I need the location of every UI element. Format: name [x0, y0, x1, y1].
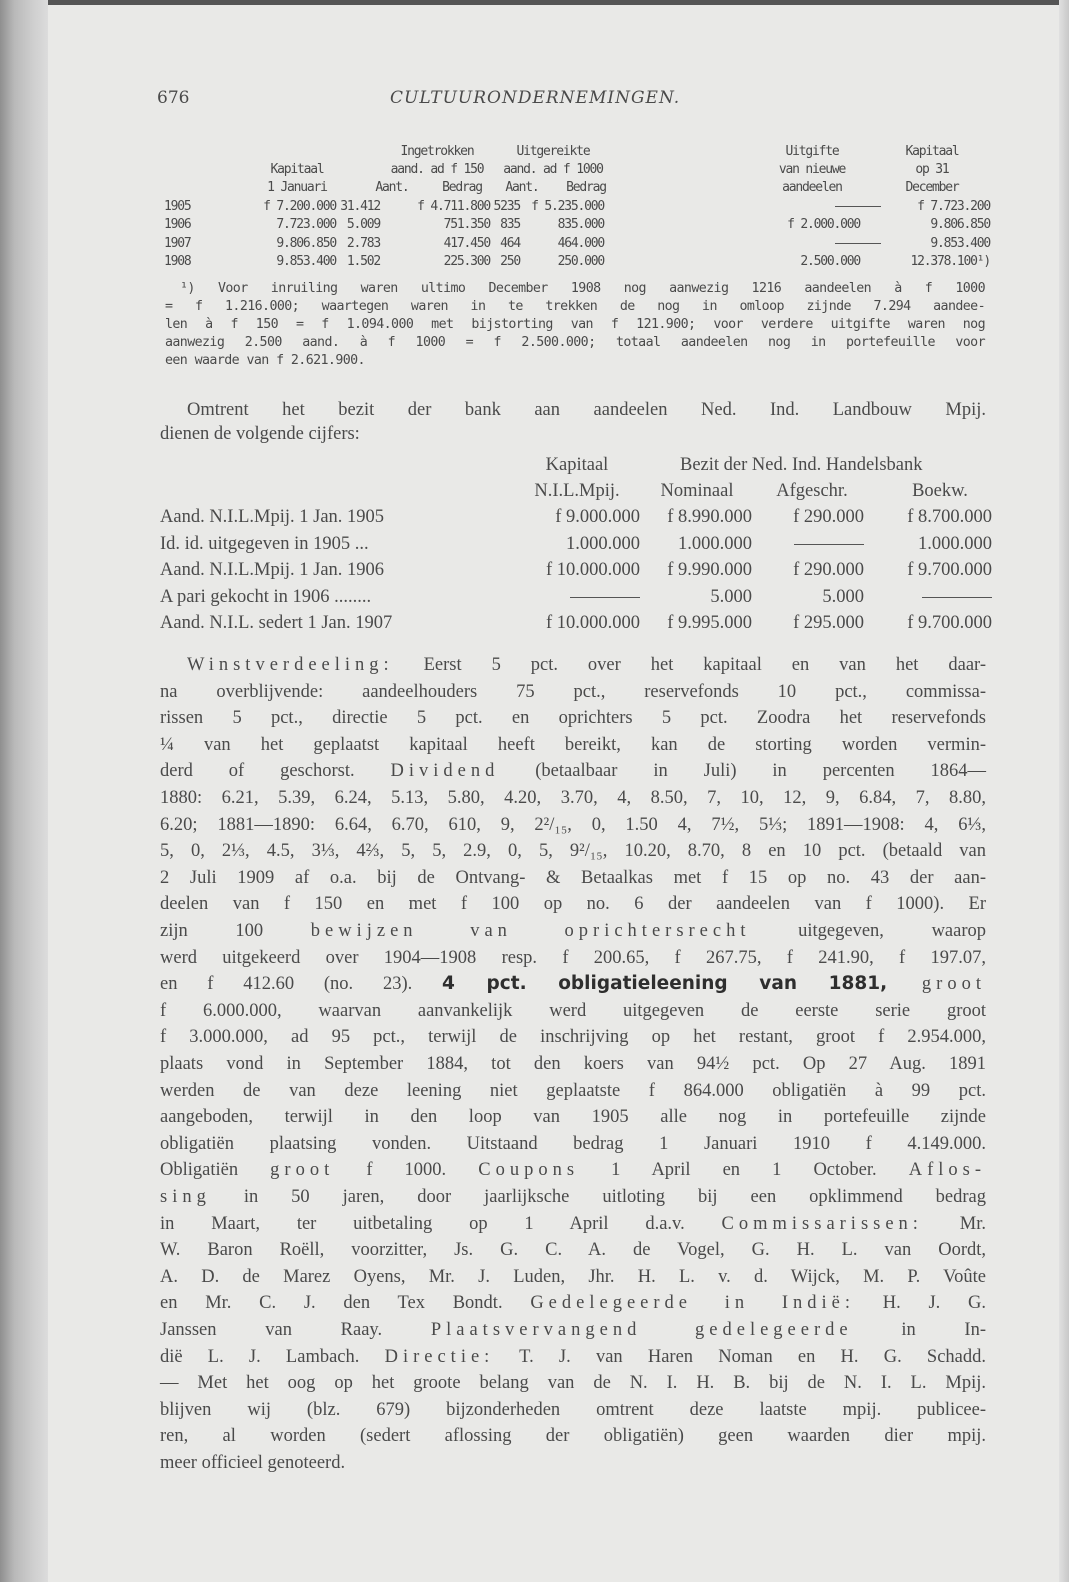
text-run: 2 Juli 1909 af o.a. bij de Ontvang- & Betaalkas met f 15 op no. 43 der aan-: [160, 867, 986, 888]
cell-kapitaal: 9.853.400: [276, 253, 336, 269]
dash-rule: [570, 597, 640, 598]
header-ingetrokken: aand. ad f 150: [390, 162, 484, 177]
spaced-term: Plaatsvervangend gedelegeerde: [430, 1320, 853, 1340]
paragraph-line: [160, 1319, 986, 1341]
footnote-line: ¹) Voor inruiling waren ultimo December 1908 nog aanwezig 1216 aandeelen à f 1000: [180, 281, 985, 296]
text-run: deelen van f 150 en met f 100 op no. 6 der aandeelen van f 1000). Er: [160, 894, 986, 915]
row-year: 1907: [164, 235, 191, 251]
text-run: na overblijvende: aandeelhouders 75 pct., reservefonds 10 pct., commissa-: [160, 681, 986, 702]
cell-ingetrokken-bedrag: 751.350: [443, 217, 490, 233]
text-run: 1880: 6.21, 5.39, 6.24, 5.13, 5.80, 4.20, 3.70, 4, 8.50, 7, 10, 12, 9, 6.84, 7, 8.80,: [160, 788, 986, 808]
cell-uitgereikte-bedrag: 250.000: [557, 253, 604, 269]
cell-ingetrokken-bedrag: f 4.711.800: [417, 199, 490, 214]
header-bezit: Bezit der Ned. Ind. Handelsbank: [680, 455, 923, 475]
cell-nominaal: 1.000.000: [678, 533, 752, 554]
text-run: rissen 5 pct., directie 5 pct. en oprichters 5 pct. Zoodra het reservefonds: [160, 708, 986, 729]
header-ingetrokken: Ingetrokken: [400, 144, 474, 159]
spaced-term: groot: [270, 1160, 335, 1181]
cell-uitgereikte-bedrag: 835.000: [557, 217, 604, 233]
footnote-line: = f 1.216.000; waartegen waren in te trekken de nog in omloop zijnde 7.294 aandee-: [165, 299, 985, 314]
text-run: — Met het oog op het groote belang van de N. I. H. B. bij de N. I. L. Mpij.: [160, 1373, 986, 1394]
header-uitgereikte: Uitgereikte: [516, 144, 590, 159]
dash-rule: [835, 243, 881, 244]
paragraph-line: [160, 1026, 986, 1048]
spaced-term: Winstverdeeling:: [187, 655, 394, 675]
paragraph-line: [160, 707, 986, 729]
spaced-term: bewijzen van oprichtersrecht: [310, 921, 751, 941]
cell-nominaal: f 9.995.000: [667, 613, 752, 633]
text-run: en f 412.60 (no. 23).: [160, 974, 443, 995]
row-year: 1908: [164, 253, 191, 269]
row-label: Aand. N.I.L.Mpij. 1 Jan. 1905: [160, 507, 385, 527]
bold-heading: 4 pct. obligatieleening van 1881,: [442, 973, 888, 995]
header-bedrag: Bedrag: [442, 180, 482, 195]
text-run: W. Baron Roëll, voorzitter, Js. G. C. A. de Vogel, G. H. L. van Oordt,: [160, 1240, 986, 1261]
paragraph-line: [187, 654, 986, 676]
footnote-line: len à f 150 = f 1.094.000 met bijstorting van f 121.900; voor verdere uitgifte waren nog: [165, 317, 985, 332]
cell-uitgifte: [835, 199, 881, 214]
text-run: T. J. van Haren Noman en H. G. Schadd.: [494, 1346, 986, 1367]
cell-boekw: [922, 587, 992, 608]
paragraph-line: [160, 1053, 986, 1075]
header-uitgifte: van nieuwe: [778, 162, 846, 177]
paragraph-line: [160, 1425, 986, 1447]
text-run: Eerst 5 pct. over het kapitaal en van het daar-: [393, 655, 986, 675]
intro-line: Omtrent het bezit der bank aan aandeelen Ned. Ind. Landbouw Mpij.: [187, 400, 986, 420]
cell-nominaal: 5.000: [710, 586, 752, 607]
cell-afgeschr: f 290.000: [793, 560, 864, 580]
cell-ingetrokken-bedrag: 417.450: [443, 235, 490, 251]
scan-top-edge: [0, 0, 1069, 5]
row-year: 1905: [164, 199, 191, 214]
text-run: aangeboden, terwijl in den loop van 1905 alle nog in portefeuille zijnde: [160, 1107, 986, 1128]
cell-ingetrokken-aant: 5.009: [346, 217, 380, 233]
text-run: derd of geschorst.: [160, 761, 391, 782]
paragraph-line: [160, 1106, 986, 1128]
text-run: in Maart, ter uitbetaling op 1 April d.a.v.: [160, 1213, 722, 1234]
paragraph-line: [160, 947, 986, 969]
text-run: 6.20; 1881—1890: 6.64, 6.70, 610, 9, 2²/₁₅, 0, 1.50 4, 7½, 5⅓; 1891—1908: 4, 6⅓,: [160, 814, 986, 835]
paragraph-line: [160, 1159, 986, 1181]
paragraph-line: [160, 893, 986, 915]
text-run: in In-: [852, 1320, 987, 1340]
page-right-edge: [1059, 0, 1069, 1582]
cell-kapitaal: [570, 587, 640, 608]
paragraph-line: [160, 840, 986, 862]
text-run: Mr.: [922, 1213, 986, 1234]
spaced-term: sing: [160, 1187, 211, 1207]
header-uitgifte: aandeelen: [782, 180, 842, 195]
paragraph-line: [160, 734, 986, 756]
spaced-term: Aflos-: [908, 1160, 986, 1181]
paragraph-line: [160, 1000, 986, 1022]
paragraph-line: [160, 1346, 986, 1368]
cell-uitgifte: [835, 236, 881, 251]
cell-kapitaal: 7.723.000: [276, 217, 336, 233]
row-year: 1906: [164, 217, 191, 233]
cell-uitgereikte-aant: 250: [500, 253, 520, 269]
cell-nominaal: f 9.990.000: [667, 560, 752, 580]
paragraph-line: [160, 814, 986, 836]
text-run: A. D. de Marez Oyens, Mr. J. Luden, Jhr. H. L. v. d. Wijck, M. P. Voûte: [160, 1266, 986, 1287]
cell-uitgereikte-aant: 835: [500, 217, 520, 233]
header-aant: Aant.: [375, 180, 409, 195]
paragraph-line: [160, 1186, 986, 1208]
cell-uitgifte: 2.500.000: [800, 253, 860, 269]
text-run: meer officieel genoteerd.: [160, 1453, 346, 1473]
spaced-term: Gedelegeerde in Indië:: [530, 1293, 855, 1314]
header-aant: Aant.: [505, 180, 539, 195]
header-uitgereikte: aand. ad f 1000: [503, 162, 603, 177]
header-kapitaal-december: op 31: [915, 162, 949, 177]
cell-boekw: f 9.700.000: [907, 613, 992, 633]
spaced-term: Commissarissen:: [721, 1213, 923, 1234]
cell-ingetrokken-bedrag: 225.300: [443, 253, 490, 269]
text-run: werd uitgekeerd over 1904—1908 resp. f 200.65, f 267.75, f 241.90, f 197.07,: [160, 947, 986, 968]
header-boekw: Boekw.: [912, 481, 968, 501]
cell-uitgereikte-bedrag: 464.000: [557, 235, 604, 251]
cell-kapitaal-december: 12.378.100¹): [910, 253, 990, 269]
header-bedrag: Bedrag: [566, 180, 606, 195]
row-label: Aand. N.I.L.Mpij. 1 Jan. 1906: [160, 560, 385, 580]
text-run: 1 April en 1 October.: [579, 1160, 909, 1181]
header-kapitaal: N.I.L.Mpij.: [534, 481, 620, 501]
cell-uitgereikte-bedrag: f 5.235.000: [531, 199, 604, 214]
cell-afgeschr: [794, 534, 864, 555]
paragraph-line: [160, 681, 986, 703]
cell-kapitaal-december: f 7.723.200: [917, 199, 990, 214]
paragraph-line: [160, 787, 986, 809]
text-run: uitgegeven, waarop: [750, 921, 987, 941]
paragraph-line: [160, 760, 986, 782]
row-label: Id. id. uitgegeven in 1905 ...: [160, 533, 369, 554]
spaced-term: Coupons: [478, 1160, 580, 1181]
paragraph-line: [160, 867, 986, 889]
paragraph-line: [160, 973, 986, 995]
cell-ingetrokken-aant: 1.502: [346, 253, 380, 269]
paragraph-line: [160, 1292, 986, 1314]
text-run: Obligatiën: [160, 1160, 271, 1181]
header-uitgifte: Uitgifte: [785, 144, 839, 159]
cell-boekw: f 8.700.000: [907, 507, 992, 527]
cell-kapitaal: 1.000.000: [566, 533, 640, 554]
paragraph-line: [160, 1133, 986, 1155]
header-kapitaal: 1 Januari: [267, 180, 327, 195]
text-run: in 50 jaren, door jaarlijksche uitloting bij een opklimmend bedrag: [210, 1187, 986, 1207]
header-kapitaal: Kapitaal: [545, 455, 609, 475]
text-run: ren, al worden (sedert aflossing der obligatiën) geen waarden dier mpij.: [160, 1426, 986, 1447]
header-kapitaal: Kapitaal: [270, 162, 324, 177]
row-label: A pari gekocht in 1906 ........: [160, 586, 372, 607]
cell-boekw: f 9.700.000: [907, 560, 992, 580]
cell-ingetrokken-aant: 2.783: [346, 235, 380, 251]
text-run: dië L. J. Lambach.: [160, 1346, 385, 1367]
text-run: en Mr. C. J. den Tex Bondt.: [160, 1293, 531, 1314]
paragraph-line: [160, 1452, 986, 1474]
text-run: f 6.000.000, waarvan aanvankelijk werd uitgegeven de eerste serie groot: [160, 1000, 986, 1021]
text-run: (betaalbaar in Juli) in percenten 1864—: [499, 761, 986, 782]
paragraph-line: [160, 1266, 986, 1288]
cell-afgeschr: f 295.000: [793, 613, 864, 633]
header-nominaal: Nominaal: [660, 481, 734, 501]
text-run: H. J. G.: [855, 1293, 986, 1314]
cell-uitgifte: f 2.000.000: [787, 217, 860, 233]
running-title: CULTUURONDERNEMINGEN.: [390, 88, 681, 108]
text-run: werden de van deze leening niet geplaatste f 864.000 obligatiën à 99 pct.: [160, 1080, 986, 1101]
row-label: Aand. N.I.L. sedert 1 Jan. 1907: [160, 613, 393, 633]
cell-afgeschr: f 290.000: [793, 507, 864, 527]
cell-uitgereikte-aant: 464: [500, 235, 520, 251]
intro-line: dienen de volgende cijfers:: [160, 424, 360, 444]
text-run: Janssen van Raay.: [160, 1320, 431, 1340]
text-run: f 1000.: [334, 1160, 479, 1181]
dash-rule: [794, 544, 864, 545]
text-run: plaats vond in September 1884, tot den koers van 94½ pct. Op 27 Aug. 1891: [160, 1054, 986, 1074]
cell-kapitaal: f 7.200.000: [263, 199, 336, 214]
paragraph-line: [160, 1399, 986, 1421]
footnote-line: een waarde van f 2.621.900.: [165, 353, 365, 368]
cell-boekw: 1.000.000: [918, 533, 992, 554]
header-kapitaal-december: Kapitaal: [905, 144, 959, 159]
paragraph-line: [160, 1239, 986, 1261]
spaced-term: Directie:: [384, 1346, 495, 1367]
spaced-term: Dividend: [390, 761, 500, 782]
cell-afgeschr: 5.000: [822, 586, 864, 607]
cell-uitgereikte-aant: 5235: [493, 199, 520, 214]
paragraph-line: [160, 1213, 986, 1235]
text-run: zijn 100: [160, 921, 311, 941]
header-kapitaal-december: December: [905, 180, 959, 195]
text-run: obligatiën plaatsing vonden. Uitstaand bedrag 1 Januari 1910 f 4.149.000.: [160, 1133, 986, 1154]
paragraph-line: [160, 920, 986, 942]
page-number: 676: [157, 88, 190, 108]
cell-kapitaal: f 9.000.000: [555, 507, 640, 527]
text-run: f 3.000.000, ad 95 pct., terwijl de inschrijving op het restant, groot f 2.954.000,: [160, 1027, 986, 1048]
paragraph-line: [160, 1080, 986, 1102]
text-run: blijven wij (blz. 679) bijzonderheden omtrent deze laatste mpij. publicee-: [160, 1399, 986, 1420]
dash-rule: [835, 206, 881, 207]
cell-kapitaal: f 10.000.000: [545, 613, 640, 633]
cell-kapitaal: 9.806.850: [276, 235, 336, 251]
paragraph-line: [160, 1372, 986, 1394]
dash-rule: [922, 597, 992, 598]
cell-kapitaal: f 10.000.000: [545, 560, 640, 580]
footnote-line: aanwezig 2.500 aand. à f 1000 = f 2.500.000; totaal aandeelen nog in portefeuille voor: [165, 335, 985, 350]
page-binding-shadow: [0, 0, 48, 1582]
cell-nominaal: f 8.990.000: [667, 507, 752, 527]
cell-kapitaal-december: 9.806.850: [930, 217, 990, 233]
cell-kapitaal-december: 9.853.400: [930, 235, 990, 251]
text-run: 5, 0, 2⅓, 4.5, 3⅓, 4⅔, 5, 5, 2.9, 0, 5, 9²/₁₅, 10.20, 8.70, 8 en 10 pct. (betaald van: [160, 841, 986, 862]
cell-ingetrokken-aant: 31.412: [340, 199, 380, 214]
header-afgeschr: Afgeschr.: [776, 481, 848, 501]
text-run: ¼ van het geplaatst kapitaal heeft bereikt, kan de storting worden vermin-: [160, 734, 986, 755]
spaced-term: groot: [887, 974, 986, 995]
